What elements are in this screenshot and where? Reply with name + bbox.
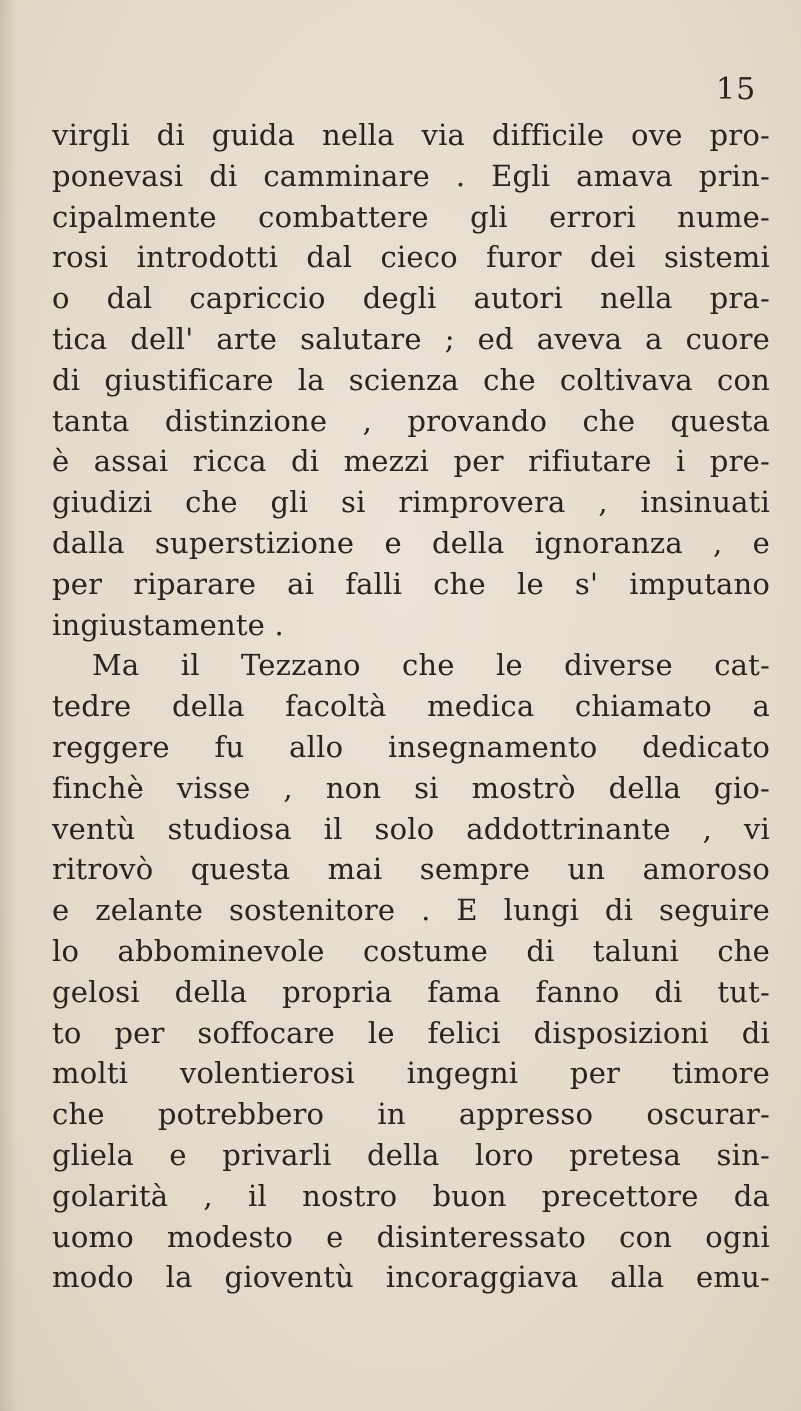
gutter-shadow — [0, 0, 18, 1411]
text-line: finchè visse , non si mostrò della gio- — [52, 770, 770, 805]
text-line: per riparare ai falli che le s' imputano — [52, 566, 770, 601]
text-line: virgli di guida nella via difficile ove pro- — [52, 118, 770, 152]
text-line: to per soffocare le felici disposizioni di — [52, 1015, 770, 1050]
text-line: gelosi della propria fama fanno di tut- — [52, 974, 770, 1009]
page-number: 15 — [716, 72, 757, 107]
text-line: giudizi che gli si rimprovera , insinuati — [52, 485, 770, 520]
text-line: golarità , il nostro buon precettore da — [52, 1178, 770, 1213]
text-line: tedre della facoltà medica chiamato a — [52, 689, 770, 724]
text-line: o dal capriccio degli autori nella pra- — [52, 281, 770, 316]
text-line: ponevasi di camminare . Egli amava prin- — [52, 158, 770, 193]
text-line: ventù studiosa il solo addottrinante , vi — [52, 811, 770, 846]
text-line: reggere fu allo insegnamento dedicato — [52, 729, 770, 764]
text-line: è assai ricca di mezzi per rifiutare i pre- — [52, 444, 770, 479]
text-line: gliela e privarli della loro pretesa sin- — [52, 1137, 770, 1172]
text-line: dalla superstizione e della ignoranza , e — [52, 525, 770, 560]
text-line: rosi introdotti dal cieco furor dei sistemi — [52, 240, 770, 275]
text-line: ritrovò questa mai sempre un amoroso — [52, 852, 770, 887]
text-line: tanta distinzione , provando che questa — [52, 403, 770, 438]
text-line: Ma il Tezzano che le diverse cat- — [92, 648, 770, 683]
text-line: che potrebbero in appresso oscurar- — [52, 1097, 770, 1132]
text-line: e zelante sostenitore . E lungi di seguire — [52, 893, 770, 928]
text-line: di giustificare la scienza che coltivava con — [52, 362, 770, 397]
body-text — [52, 115, 770, 1298]
text-line: uomo modesto e disinteressato con ogni — [52, 1219, 770, 1254]
text-line: cipalmente combattere gli errori nume- — [52, 199, 770, 234]
text-line: modo la gioventù incoraggiava alla emu- — [52, 1260, 770, 1295]
text-line: tica dell' arte salutare ; ed aveva a cuore — [52, 321, 770, 356]
text-line: lo abbominevole costume di taluni che — [52, 933, 770, 968]
text-line: ingiustamente . — [52, 607, 284, 642]
text-line: molti volentierosi ingegni per timore — [52, 1056, 770, 1091]
